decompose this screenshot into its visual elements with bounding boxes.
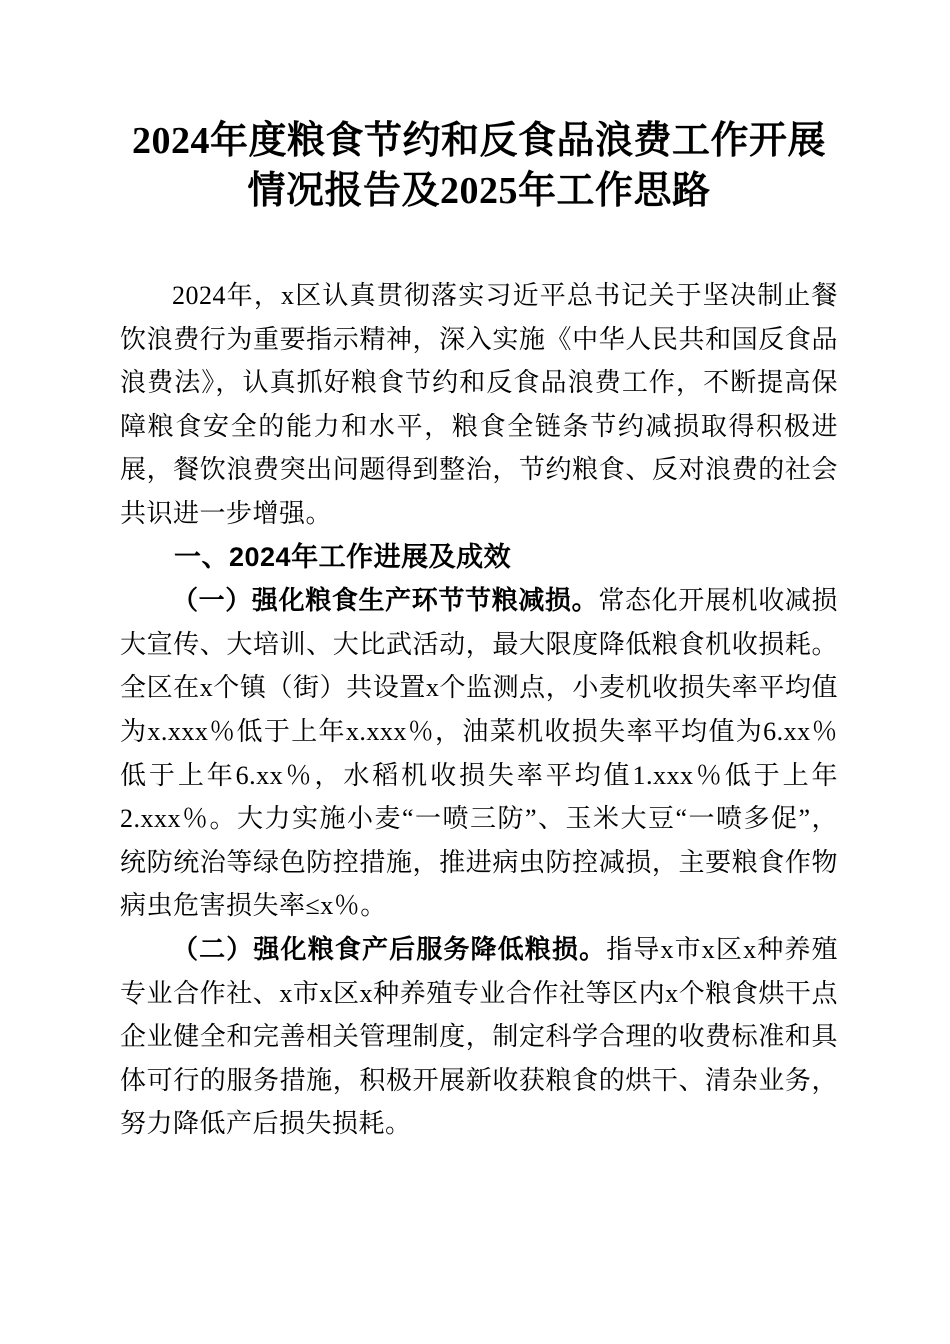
subsection-1-lead: （一）强化粮食生产环节节粮减损。	[172, 586, 599, 616]
subsection-paragraph-1	[120, 579, 838, 928]
subsection-paragraph-2	[120, 928, 838, 1146]
subsection-2-lead: （二）强化粮食产后服务降低粮损。	[172, 934, 607, 964]
intro-paragraph: 2024年，x区认真贯彻落实习近平总书记关于坚决制止餐饮浪费行为重要指示精神，深入实施《中华人民共和国反食品浪费法》，认真抓好粮食节约和反食品浪费工作，不断提高保障粮食安全的能力和水平，粮食全链条节约减损取得积极进展，餐饮浪费突出问题得到整治，节约粮食、反对浪费的社会共识进一步增强。	[120, 281, 838, 528]
document-title: 2024年度粮食节约和反食品浪费工作开展情况报告及2025年工作思路	[131, 120, 826, 212]
subsection-1-body: 常态化开展机收减损大宣传、大培训、大比武活动，最大限度降低粮食机收损耗。全区在x个镇（街）共设置x个监测点，小麦机收损失率平均值为x.xxx％低于上年x.xxx％，油菜机收损失率平均值为6.xx％低于上年6.xx％，水稻机收损失率平均值1.xxx％低于上年2.xxx％。大力实施小麦“一喷三防”、玉米大豆“一喷多促”，统防统治等绿色防控措施，推进病虫防控减损，主要粮食作物病虫危害损失率≤x％。	[120, 586, 838, 921]
section-heading-1: 一、2024年工作进展及成效	[174, 541, 512, 572]
subsection-2-body: 指导x市x区x种养殖专业合作社、x市x区x种养殖专业合作社等区内x个粮食烘干点企业健全和完善相关管理制度，制定科学合理的收费标准和具体可行的服务措施，积极开展新收获粮食的烘干、清杂业务，努力降低产后损失损耗。	[120, 934, 838, 1139]
